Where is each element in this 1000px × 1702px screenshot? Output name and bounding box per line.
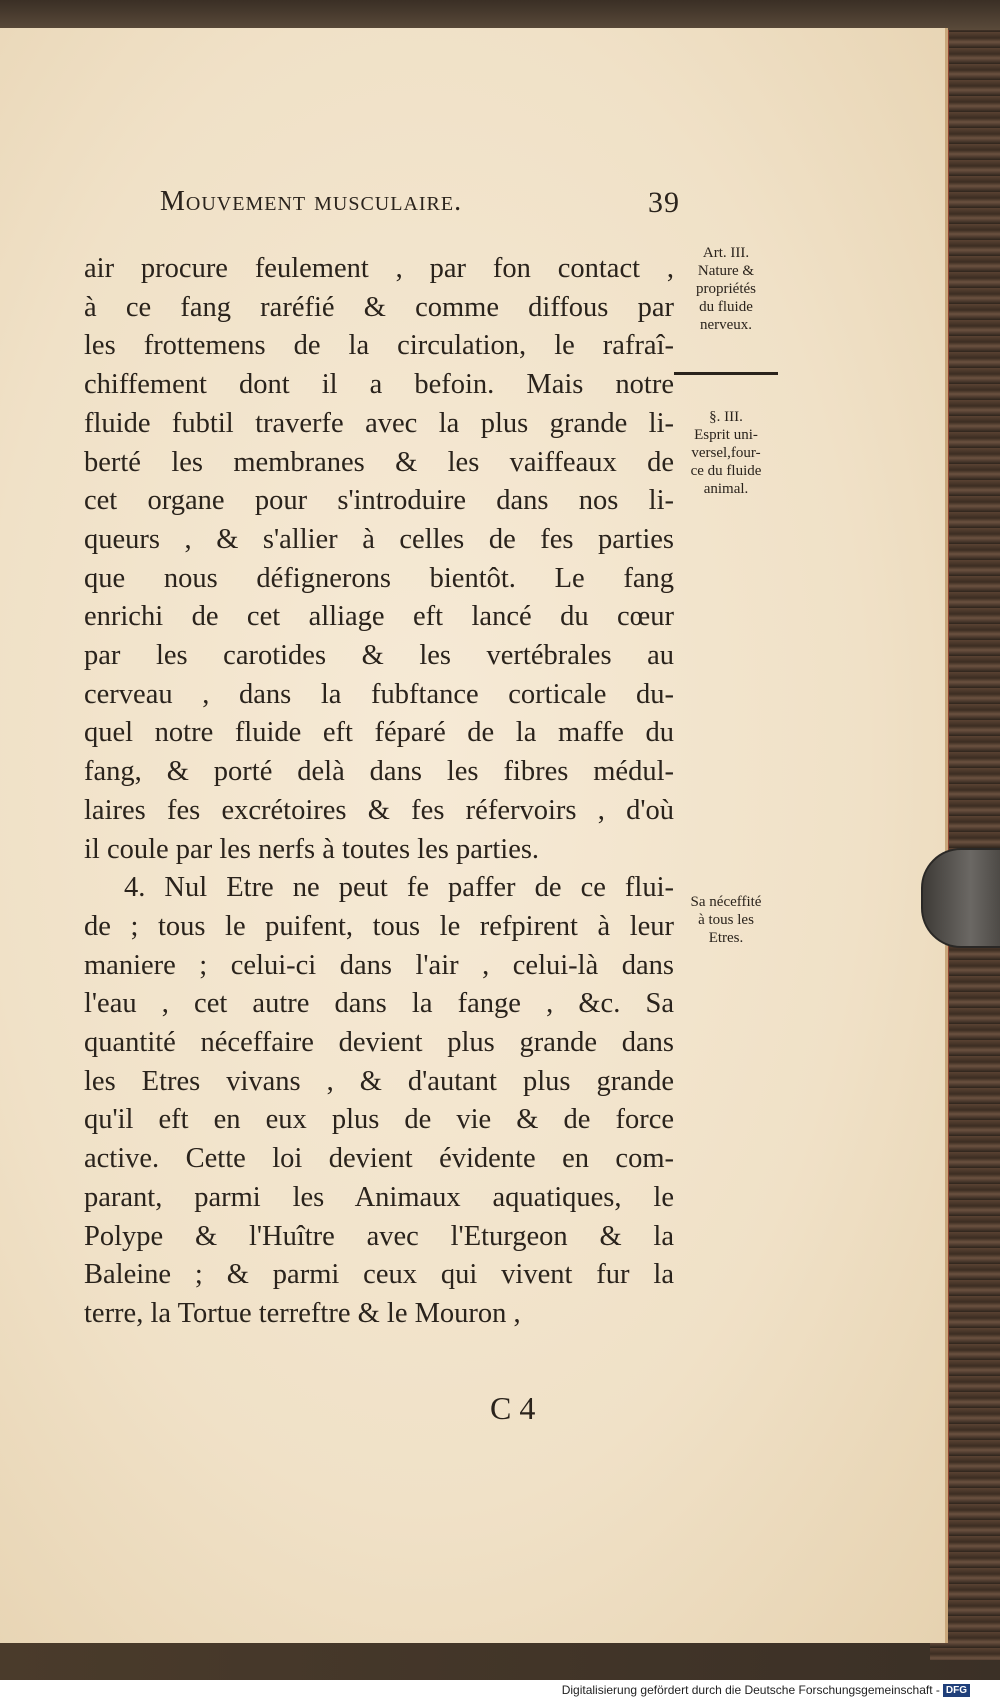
text-line: par les carotides & les vertébrales au	[84, 640, 674, 672]
text-line: 4. Nul Etre ne peut fe paffer de ce flui-	[124, 872, 674, 904]
margin-note-article	[674, 244, 778, 334]
margin-note-line: nerveux.	[699, 317, 753, 333]
text-line: air procure feulement , par fon contact ,	[84, 253, 674, 284]
text-line: l'eau , cet autre dans la fange , &c. Sa	[84, 988, 674, 1020]
signature-mark: C 4	[490, 1390, 536, 1426]
text-line: les Etres vivans , & d'autant plus grande	[84, 1065, 674, 1097]
margin-note-line: Etres.	[708, 930, 744, 946]
running-title: Mouvement musculaire.	[160, 186, 463, 217]
text-line: enrichi de cet alliage eft lancé du cœur	[84, 601, 674, 633]
running-header	[160, 186, 680, 218]
text-line: fluide fubtil traverfe avec la plus grande li-	[84, 407, 674, 439]
page-clip	[921, 848, 1000, 948]
margin-note-line: animal.	[703, 481, 749, 497]
text-line: les frottemens de la circulation, le rafraî-	[84, 330, 674, 362]
margin-note-line: §. III.	[709, 409, 743, 425]
text-line: active. Cette loi devient évidente en com-	[84, 1143, 674, 1175]
text-line: berté les membranes & les vaiffeaux de	[84, 446, 674, 478]
text-line: de ; tous le puifent, tous le refpirent à leur	[84, 910, 674, 942]
dfg-logo: DFG	[943, 1684, 970, 1697]
margin-note-line: versel,four-	[691, 445, 761, 461]
page-number: 39	[648, 186, 680, 219]
text-line: queurs , & s'allier à celles de fes parties	[84, 523, 674, 555]
body-text	[84, 250, 674, 1334]
text-line: terre, la Tortue terreftre & le Mouron ,	[84, 1297, 521, 1329]
margin-note-necessity	[674, 893, 778, 947]
margin-note-line: ce du fluide	[690, 463, 762, 479]
text-line: à ce fang raréfié & comme diffous par	[84, 291, 674, 323]
text-line: il coule par les nerfs à toutes les parties.	[84, 833, 540, 865]
margin-rule	[674, 372, 778, 375]
text-line: laires fes excrétoires & fes réfervoirs , d'où	[84, 794, 674, 826]
credit-text: Digitalisierung gefördert durch die Deutsche Forschungsgemeinschaft -	[561, 1683, 940, 1697]
text-line: Polype & l'Huître avec l'Eturgeon & la	[84, 1220, 674, 1252]
margin-note-line: Esprit uni-	[694, 427, 758, 443]
margin-note-section	[674, 408, 778, 498]
text-line: que nous défignerons bientôt. Le fang	[84, 562, 674, 594]
text-line: parant, parmi les Animaux aquatiques, le	[84, 1181, 674, 1213]
text-line: cet organe pour s'introduire dans nos li-	[84, 485, 674, 517]
text-line: Baleine ; & parmi ceux qui vivent fur la	[84, 1259, 674, 1291]
margin-note-line: Sa néceffité	[690, 894, 762, 910]
text-line: qu'il eft en eux plus de vie & de force	[84, 1104, 674, 1136]
margin-note-line: Art. III.	[702, 245, 750, 261]
margin-note-line: Nature &	[697, 263, 755, 279]
text-line: maniere ; celui-ci dans l'air , celui-là dans	[84, 949, 674, 981]
text-line: quantité néceffaire devient plus grande dans	[84, 1027, 674, 1059]
text-line: cerveau , dans la fubftance corticale du-	[84, 678, 674, 710]
margin-note-line: à tous les	[698, 912, 754, 928]
top-edge	[0, 0, 1000, 30]
text-line: chiffement dont il a befoin. Mais notre	[84, 369, 674, 401]
text-line: quel notre fluide eft féparé de la maffe du	[84, 717, 674, 749]
text-line: fang, & porté delà dans les fibres médul-	[84, 756, 674, 788]
margin-note-line: du fluide	[699, 299, 753, 315]
margin-note-line: propriétés	[696, 281, 756, 297]
digitization-credit	[562, 1683, 970, 1697]
